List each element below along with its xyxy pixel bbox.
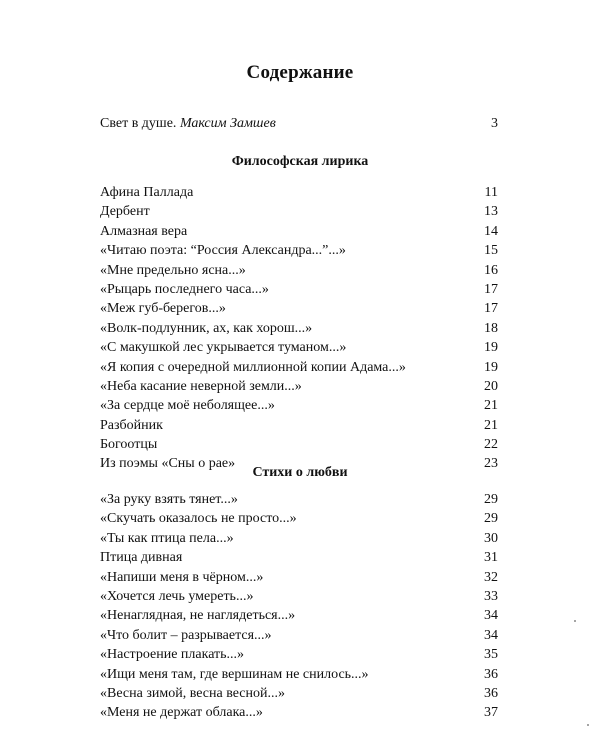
toc-page-number: 29 bbox=[484, 492, 498, 507]
toc-page-number: 34 bbox=[484, 627, 498, 643]
toc-entry-title: Из поэмы «Сны о рае» bbox=[100, 456, 236, 472]
toc-entry-title: «За сердце моё неболящее...» bbox=[100, 398, 275, 414]
toc-entry-title: «Весна зимой, весна весной...» bbox=[100, 685, 285, 701]
section-love-list bbox=[100, 490, 498, 723]
dot-leader bbox=[316, 331, 481, 332]
toc-page-number: 11 bbox=[484, 185, 498, 200]
toc-page-number: 17 bbox=[484, 301, 498, 317]
toc-entry-title: «Ты как птица пела...» bbox=[100, 530, 234, 546]
toc-page-number: 33 bbox=[484, 588, 498, 604]
toc-page-number: 17 bbox=[484, 281, 498, 297]
toc-row[interactable] bbox=[100, 548, 498, 567]
toc-page-number: 16 bbox=[484, 262, 498, 278]
toc-entry-title: «Мне предельно ясна...» bbox=[100, 262, 246, 278]
toc-page-number: 13 bbox=[484, 204, 498, 220]
dot-leader bbox=[280, 126, 488, 127]
toc-row[interactable] bbox=[100, 529, 498, 548]
toc-page-number: 19 bbox=[484, 340, 498, 356]
toc-entry-title: «Хочется лечь умереть...» bbox=[100, 588, 254, 604]
toc-row[interactable] bbox=[100, 684, 498, 703]
toc-row[interactable] bbox=[100, 626, 498, 645]
dot-leader bbox=[154, 214, 481, 215]
section-philosophical-list bbox=[100, 183, 498, 474]
dot-leader bbox=[267, 580, 481, 581]
dot-leader bbox=[230, 311, 481, 312]
page-title: Содержание bbox=[246, 62, 354, 83]
dot-leader bbox=[279, 408, 481, 409]
toc-entry-title: Разбойник bbox=[100, 417, 163, 433]
toc-row[interactable] bbox=[100, 416, 498, 435]
toc-entry-title: Богоотцы bbox=[100, 437, 158, 453]
toc-row[interactable] bbox=[100, 568, 498, 587]
dot-leader bbox=[186, 560, 481, 561]
dot-leader bbox=[289, 696, 481, 697]
toc-row[interactable] bbox=[100, 202, 498, 221]
toc-page-number: 21 bbox=[484, 417, 498, 433]
toc-entry-title: «С макушкой лес укрывается туманом...» bbox=[100, 340, 347, 356]
toc-row[interactable] bbox=[100, 358, 498, 377]
toc-row[interactable] bbox=[100, 114, 498, 133]
toc-page-number: 36 bbox=[484, 666, 498, 682]
toc-row[interactable] bbox=[100, 299, 498, 318]
toc-entry-title: «Скучать оказалось не просто...» bbox=[100, 511, 297, 527]
section-title-love: Стихи о любви bbox=[252, 465, 348, 480]
toc-row[interactable] bbox=[100, 587, 498, 606]
toc-entry-title: Алмазная вера bbox=[100, 223, 188, 239]
toc-page-number: 29 bbox=[484, 511, 498, 527]
toc-page-number: 18 bbox=[484, 320, 498, 336]
dot-leader bbox=[197, 195, 481, 196]
dot-leader bbox=[350, 253, 481, 254]
dot-leader bbox=[248, 657, 481, 658]
toc-row[interactable] bbox=[100, 396, 498, 415]
toc-row[interactable] bbox=[100, 606, 498, 625]
scan-speck bbox=[574, 620, 576, 622]
dot-leader bbox=[301, 521, 481, 522]
toc-row[interactable] bbox=[100, 319, 498, 338]
toc-entry-title: Дербент bbox=[100, 204, 150, 220]
toc-row[interactable] bbox=[100, 665, 498, 684]
dot-leader bbox=[167, 428, 481, 429]
dot-leader bbox=[410, 370, 481, 371]
toc-entry-title: «Рыцарь последнего часа...» bbox=[100, 281, 269, 297]
toc-entry-title: Афина Паллада bbox=[100, 185, 194, 200]
toc-entry-title: «За руку взять тянет...» bbox=[100, 492, 238, 507]
toc-page-number: 32 bbox=[484, 569, 498, 585]
toc-row[interactable] bbox=[100, 280, 498, 299]
toc-page-number: 20 bbox=[484, 378, 498, 394]
toc-page-number: 35 bbox=[484, 647, 498, 663]
toc-page-number: 21 bbox=[484, 398, 498, 414]
intro-title-plain: Свет в душе. bbox=[100, 116, 180, 131]
toc-page-number: 23 bbox=[484, 456, 498, 472]
toc-page-number: 31 bbox=[484, 550, 498, 566]
section-title-philosophical: Философская лирика bbox=[231, 154, 369, 169]
toc-entry-title: «Ненаглядная, не наглядеться...» bbox=[100, 608, 296, 624]
toc-row[interactable] bbox=[100, 338, 498, 357]
dot-leader bbox=[306, 389, 481, 390]
toc-page-number: 22 bbox=[484, 437, 498, 453]
toc-entry-title: «Неба касание неверной земли...» bbox=[100, 378, 302, 394]
toc-entry-title: «Что болит – разрывается...» bbox=[100, 627, 272, 643]
dot-leader bbox=[276, 638, 481, 639]
toc-entry-title: «Волк-подлунник, ах, как хорош...» bbox=[100, 320, 313, 336]
toc-page-number: 3 bbox=[491, 116, 498, 131]
toc-row[interactable] bbox=[100, 222, 498, 241]
dot-leader bbox=[267, 715, 481, 716]
toc-page-number: 34 bbox=[484, 608, 498, 624]
toc-page-number: 30 bbox=[484, 530, 498, 546]
dot-leader bbox=[350, 350, 481, 351]
toc-page-number: 14 bbox=[484, 223, 498, 239]
toc-page-number: 36 bbox=[484, 685, 498, 701]
toc-entry-title: «Настроение плакать...» bbox=[100, 647, 245, 663]
intro-entry bbox=[100, 114, 498, 133]
toc-row[interactable] bbox=[100, 645, 498, 664]
toc-entry-title: Птица дивная bbox=[100, 550, 183, 566]
dot-leader bbox=[191, 234, 481, 235]
toc-entry-title: «Читаю поэта: “Россия Александра...”...» bbox=[100, 243, 346, 259]
toc-row[interactable] bbox=[100, 377, 498, 396]
toc-entry-title: «Я копия с очередной миллионной копии Адама...» bbox=[100, 359, 406, 375]
scan-speck bbox=[587, 724, 589, 726]
toc-row[interactable] bbox=[100, 241, 498, 260]
toc-row[interactable] bbox=[100, 509, 498, 528]
toc-page-number: 19 bbox=[484, 359, 498, 375]
dot-leader bbox=[242, 502, 481, 503]
dot-leader bbox=[161, 447, 481, 448]
toc-page-number: 37 bbox=[484, 705, 498, 721]
intro-author: Максим Замшев bbox=[179, 116, 276, 131]
toc-row[interactable] bbox=[100, 183, 498, 202]
toc-row[interactable] bbox=[100, 703, 498, 722]
dot-leader bbox=[250, 273, 481, 274]
toc-entry-title: «Ищи меня там, где вершинам не снилось...» bbox=[100, 666, 369, 682]
toc-entry-title: «Напиши меня в чёрном...» bbox=[100, 569, 264, 585]
toc-entry-title: «Меж губ-берегов...» bbox=[100, 301, 226, 317]
dot-leader bbox=[238, 541, 481, 542]
toc-row[interactable] bbox=[100, 261, 498, 280]
toc-page-number: 15 bbox=[484, 243, 498, 259]
toc-entry-title bbox=[100, 114, 276, 133]
dot-leader bbox=[373, 677, 481, 678]
dot-leader bbox=[273, 292, 481, 293]
toc-entry-title: «Меня не держат облака...» bbox=[100, 705, 263, 721]
toc-row[interactable] bbox=[100, 435, 498, 454]
toc-row[interactable] bbox=[100, 490, 498, 509]
dot-leader bbox=[257, 599, 481, 600]
dot-leader bbox=[299, 618, 481, 619]
